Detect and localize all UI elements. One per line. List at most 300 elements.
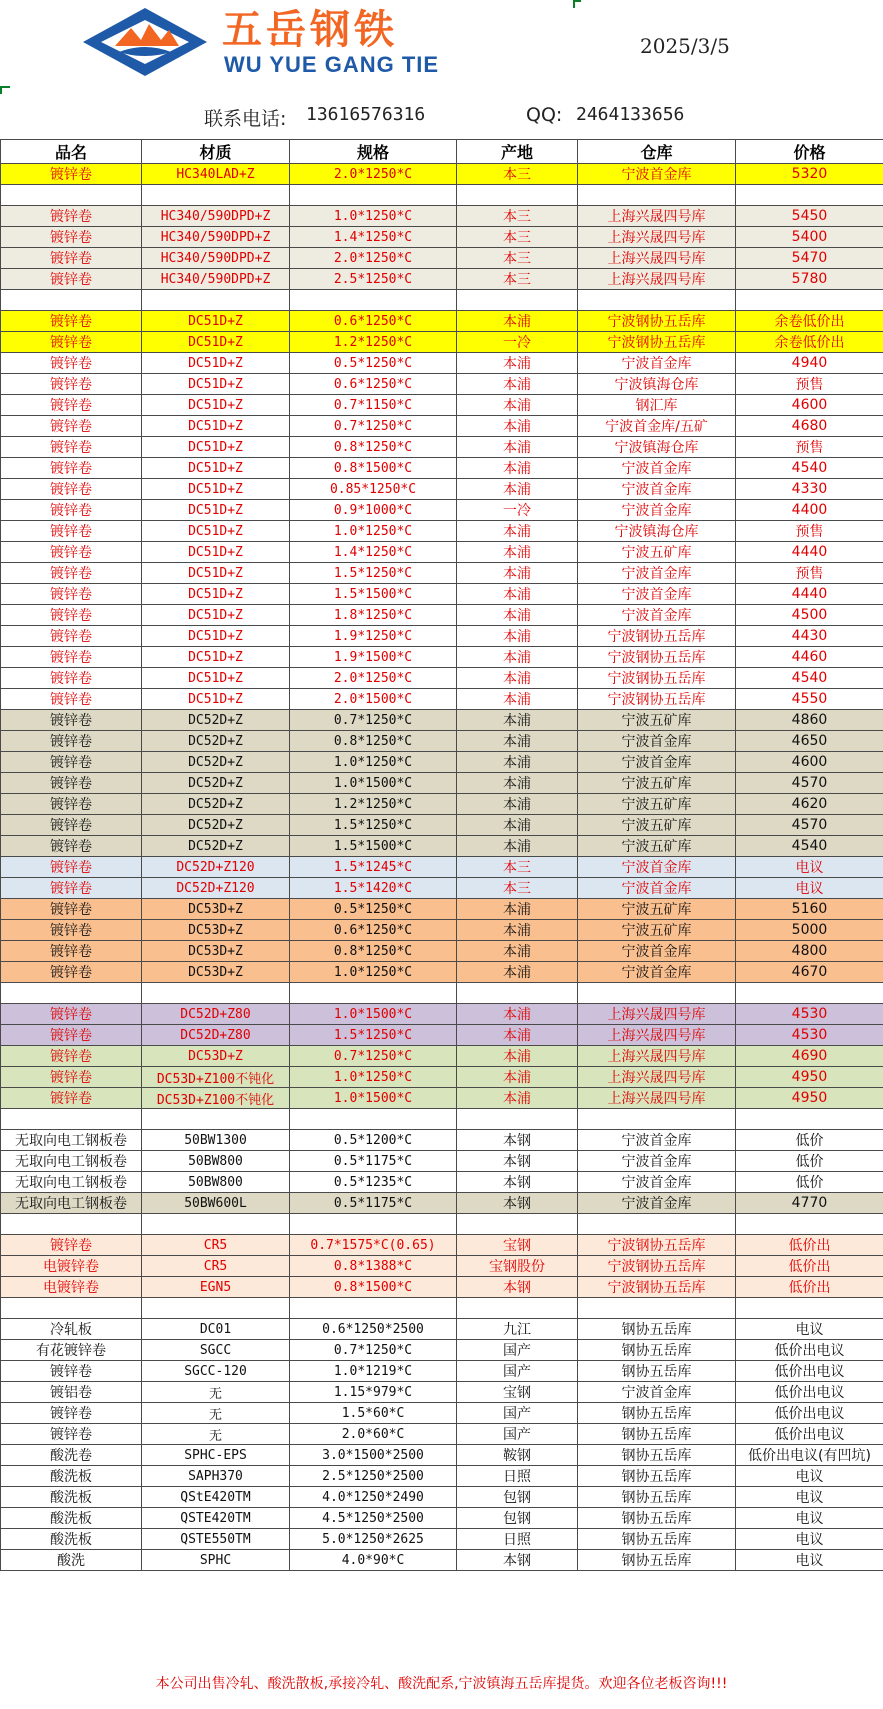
cell-material: CR5 [142,1256,290,1277]
cell-warehouse: 上海兴晟四号库 [578,227,736,248]
cell-warehouse: 上海兴晟四号库 [578,1004,736,1025]
cell-origin: 本浦 [457,563,578,584]
cell-name [1,290,142,311]
cell-price: 5320 [736,164,883,185]
cell-spec: 0.5*1200*C [290,1130,457,1151]
table-row [1,332,883,353]
cell-origin: 本浦 [457,1046,578,1067]
cell-origin [457,983,578,1004]
table-row [1,479,883,500]
cell-origin: 宝钢 [457,1382,578,1403]
cell-name: 镀锌卷 [1,1046,142,1067]
cell-warehouse: 宁波首金库 [578,1193,736,1214]
table-row [1,1424,883,1445]
cell-price: 余卷低价出 [736,311,883,332]
cell-warehouse: 宁波首金库 [578,500,736,521]
cell-name: 镀锌卷 [1,1235,142,1256]
cell-material: DC53D+Z [142,962,290,983]
cell-spec: 1.5*1250*C [290,815,457,836]
cell-origin: 本浦 [457,1025,578,1046]
cell-price: 4500 [736,605,883,626]
cell-material: DC51D+Z [142,605,290,626]
cell-origin: 本三 [457,857,578,878]
cell-price: 4440 [736,542,883,563]
cell-warehouse [578,983,736,1004]
cell-spec: 1.4*1250*C [290,542,457,563]
cell-name: 镀锌卷 [1,458,142,479]
cell-spec: 2.0*1250*C [290,668,457,689]
cell-price: 4670 [736,962,883,983]
cell-warehouse: 宁波首金库 [578,752,736,773]
cell-warehouse: 宁波首金库 [578,1151,736,1172]
cell-price: 低价出电议 [736,1382,883,1403]
cell-material: SAPH370 [142,1466,290,1487]
column-header-spec: 规格 [290,140,457,164]
cell-name: 镀锌卷 [1,206,142,227]
cell-spec: 1.5*1500*C [290,584,457,605]
cell-name: 镀锌卷 [1,626,142,647]
cell-name: 镀锌卷 [1,353,142,374]
cell-origin: 本浦 [457,584,578,605]
cell-spec: 0.6*1250*C [290,374,457,395]
cell-material: DC51D+Z [142,689,290,710]
cell-price: 4860 [736,710,883,731]
cell-warehouse: 宁波首金库 [578,584,736,605]
cell-spec: 2.0*60*C [290,1424,457,1445]
cell-corner-mark [573,0,581,8]
cell-price: 5000 [736,920,883,941]
cell-name: 镀锌卷 [1,689,142,710]
cell-origin: 包钢 [457,1508,578,1529]
cell-material: SGCC [142,1340,290,1361]
cell-price: 低价出电议 [736,1361,883,1382]
cell-warehouse: 上海兴晟四号库 [578,206,736,227]
cell-material: DC52D+Z [142,731,290,752]
table-row [1,311,883,332]
cell-material: DC53D+Z [142,1046,290,1067]
cell-spec: 0.7*1150*C [290,395,457,416]
table-row [1,1361,883,1382]
cell-name: 冷轧板 [1,1319,142,1340]
cell-spec: 1.5*60*C [290,1403,457,1424]
cell-origin: 本浦 [457,353,578,374]
cell-name: 无取向电工钢板卷 [1,1130,142,1151]
cell-material: DC52D+Z120 [142,878,290,899]
cell-spec: 1.5*1500*C [290,836,457,857]
cell-name: 镀锌卷 [1,248,142,269]
cell-price: 电议 [736,857,883,878]
cell-spec: 0.8*1250*C [290,437,457,458]
cell-origin: 包钢 [457,1487,578,1508]
table-row [1,1193,883,1214]
cell-material: QSTE550TM [142,1529,290,1550]
cell-material: DC52D+Z120 [142,857,290,878]
cell-price: 4460 [736,647,883,668]
cell-price: 5400 [736,227,883,248]
column-header-material: 材质 [142,140,290,164]
cell-origin: 本浦 [457,605,578,626]
table-row [1,752,883,773]
cell-price: 4950 [736,1067,883,1088]
column-header-name: 品名 [1,140,142,164]
cell-name: 镀锌卷 [1,962,142,983]
cell-price: 5450 [736,206,883,227]
cell-name: 镀锌卷 [1,1088,142,1109]
cell-material: DC51D+Z [142,521,290,542]
cell-name: 镀锌卷 [1,1403,142,1424]
cell-price [736,1298,883,1319]
cell-spec: 1.5*1420*C [290,878,457,899]
cell-warehouse [578,1109,736,1130]
cell-material [142,983,290,1004]
table-row [1,962,883,983]
table-row [1,1403,883,1424]
cell-origin: 鞍钢 [457,1445,578,1466]
contact-bar [0,102,883,132]
cell-spec: 2.5*1250*C [290,269,457,290]
cell-name: 镀锌卷 [1,1067,142,1088]
cell-name: 镀锌卷 [1,437,142,458]
cell-warehouse [578,1214,736,1235]
cell-warehouse: 宁波首金库 [578,962,736,983]
cell-warehouse: 宁波钢协五岳库 [578,332,736,353]
qq-label: QQ: [526,104,563,126]
cell-spec: 0.9*1000*C [290,500,457,521]
cell-origin: 本浦 [457,920,578,941]
cell-name: 镀锌卷 [1,395,142,416]
cell-price: 4330 [736,479,883,500]
cell-price: 电议 [736,1529,883,1550]
cell-material: CR5 [142,1235,290,1256]
cell-warehouse: 宁波钢协五岳库 [578,1277,736,1298]
cell-spec: 0.5*1250*C [290,353,457,374]
cell-origin: 本钢 [457,1151,578,1172]
column-header-price: 价格 [736,140,883,164]
cell-price: 4550 [736,689,883,710]
cell-origin: 一冷 [457,500,578,521]
cell-warehouse [578,185,736,206]
table-row [1,500,883,521]
cell-name: 镀锌卷 [1,521,142,542]
cell-price: 4540 [736,668,883,689]
cell-warehouse: 宁波五矿库 [578,773,736,794]
cell-spec: 4.5*1250*2500 [290,1508,457,1529]
cell-origin [457,290,578,311]
cell-price [736,290,883,311]
cell-spec: 0.6*1250*C [290,311,457,332]
table-row [1,248,883,269]
table-row [1,626,883,647]
table-row [1,647,883,668]
cell-price: 4570 [736,773,883,794]
cell-warehouse: 宁波五矿库 [578,794,736,815]
cell-origin [457,185,578,206]
cell-material: HC340/590DPD+Z [142,227,290,248]
cell-warehouse: 上海兴晟四号库 [578,1025,736,1046]
cell-name: 镀锌卷 [1,920,142,941]
table-row [1,1340,883,1361]
cell-warehouse: 宁波首金库 [578,458,736,479]
cell-spec: 0.6*1250*C [290,920,457,941]
cell-origin: 本三 [457,248,578,269]
cell-name: 镀锌卷 [1,605,142,626]
cell-origin: 本浦 [457,731,578,752]
cell-spec: 1.0*1250*C [290,206,457,227]
cell-price: 4690 [736,1046,883,1067]
table-row [1,164,883,185]
cell-spec: 1.0*1250*C [290,1067,457,1088]
cell-spec: 1.0*1500*C [290,1004,457,1025]
cell-origin: 宝钢股份 [457,1256,578,1277]
table-row [1,878,883,899]
cell-name: 镀锌卷 [1,731,142,752]
cell-warehouse: 上海兴晟四号库 [578,1067,736,1088]
phone-number: 13616576316 [306,104,426,125]
cell-spec [290,1109,457,1130]
cell-name: 镀锌卷 [1,500,142,521]
cell-spec: 2.0*1500*C [290,689,457,710]
cell-name: 有花镀锌卷 [1,1340,142,1361]
header [0,0,883,140]
cell-origin: 本浦 [457,899,578,920]
cell-origin: 本三 [457,878,578,899]
cell-price: 4620 [736,794,883,815]
cell-spec: 0.5*1175*C [290,1193,457,1214]
cell-spec: 0.6*1250*2500 [290,1319,457,1340]
cell-warehouse: 钢协五岳库 [578,1529,736,1550]
cell-name: 镀锌卷 [1,1361,142,1382]
cell-warehouse: 钢汇库 [578,395,736,416]
cell-material: DC53D+Z100不钝化 [142,1088,290,1109]
cell-name: 镀锌卷 [1,1025,142,1046]
cell-spec: 1.5*1250*C [290,563,457,584]
table-row [1,1319,883,1340]
spacer-row [1,1109,883,1130]
cell-price: 低价 [736,1172,883,1193]
table-row [1,1382,883,1403]
table-row [1,395,883,416]
cell-name: 镀锌卷 [1,752,142,773]
cell-spec: 1.4*1250*C [290,227,457,248]
cell-spec: 1.15*979*C [290,1382,457,1403]
cell-origin: 本浦 [457,689,578,710]
table-row [1,1172,883,1193]
cell-warehouse: 上海兴晟四号库 [578,248,736,269]
table-row [1,563,883,584]
cell-material [142,1109,290,1130]
cell-price: 5470 [736,248,883,269]
cell-warehouse: 宁波镇海仓库 [578,437,736,458]
cell-warehouse: 宁波首金库 [578,353,736,374]
cell-material: HC340LAD+Z [142,164,290,185]
cell-spec: 4.0*90*C [290,1550,457,1571]
cell-warehouse: 宁波首金库 [578,1130,736,1151]
cell-material: DC51D+Z [142,437,290,458]
cell-material: HC340/590DPD+Z [142,269,290,290]
cell-warehouse: 宁波钢协五岳库 [578,668,736,689]
table-row [1,731,883,752]
cell-name: 酸洗 [1,1550,142,1571]
cell-material: DC51D+Z [142,416,290,437]
table-row [1,1508,883,1529]
cell-name: 镀锌卷 [1,563,142,584]
cell-material: DC51D+Z [142,500,290,521]
cell-spec: 0.7*1250*C [290,1046,457,1067]
cell-price: 4540 [736,458,883,479]
cell-spec: 0.5*1250*C [290,899,457,920]
cell-name: 镀锌卷 [1,164,142,185]
cell-spec: 0.5*1235*C [290,1172,457,1193]
cell-name: 镀锌卷 [1,794,142,815]
column-header-warehouse: 仓库 [578,140,736,164]
cell-warehouse: 钢协五岳库 [578,1424,736,1445]
cell-spec: 1.2*1250*C [290,332,457,353]
cell-price: 4650 [736,731,883,752]
cell-price: 余卷低价出 [736,332,883,353]
cell-origin: 本浦 [457,752,578,773]
date-label: 2025/3/5 [640,34,730,58]
cell-name: 无取向电工钢板卷 [1,1151,142,1172]
cell-spec: 1.9*1500*C [290,647,457,668]
cell-material: DC52D+Z80 [142,1025,290,1046]
table-row [1,794,883,815]
cell-name: 电镀锌卷 [1,1277,142,1298]
cell-spec: 1.0*1219*C [290,1361,457,1382]
cell-material: DC01 [142,1319,290,1340]
cell-spec [290,185,457,206]
table-row [1,1550,883,1571]
cell-origin [457,1109,578,1130]
cell-material: DC51D+Z [142,584,290,605]
cell-origin: 国产 [457,1424,578,1445]
cell-spec: 5.0*1250*2625 [290,1529,457,1550]
cell-material: QSTE420TM [142,1508,290,1529]
table-row [1,1025,883,1046]
cell-spec: 0.8*1500*C [290,1277,457,1298]
cell-price [736,1109,883,1130]
cell-name [1,1214,142,1235]
cell-price: 电议 [736,1466,883,1487]
cell-price: 预售 [736,563,883,584]
cell-material: 50BW800 [142,1151,290,1172]
table-row [1,227,883,248]
table-row [1,1235,883,1256]
cell-material: SGCC-120 [142,1361,290,1382]
cell-price: 5780 [736,269,883,290]
cell-price: 低价出电议(有凹坑) [736,1445,883,1466]
cell-name: 镀锌卷 [1,710,142,731]
cell-spec: 1.0*1250*C [290,521,457,542]
cell-price: 低价出电议 [736,1340,883,1361]
cell-warehouse: 宁波首金库 [578,605,736,626]
cell-price: 电议 [736,878,883,899]
cell-spec: 0.85*1250*C [290,479,457,500]
cell-material: SPHC [142,1550,290,1571]
cell-name: 镀锌卷 [1,1424,142,1445]
cell-material [142,1298,290,1319]
cell-name: 无取向电工钢板卷 [1,1193,142,1214]
cell-spec: 1.0*1500*C [290,1088,457,1109]
cell-warehouse: 钢协五岳库 [578,1340,736,1361]
cell-warehouse: 宁波首金库/五矿 [578,416,736,437]
cell-price: 4440 [736,584,883,605]
cell-price: 4940 [736,353,883,374]
cell-origin: 本浦 [457,1067,578,1088]
cell-warehouse: 宁波镇海仓库 [578,374,736,395]
cell-spec: 0.8*1388*C [290,1256,457,1277]
cell-material: DC53D+Z100不钝化 [142,1067,290,1088]
cell-spec: 0.8*1500*C [290,458,457,479]
cell-price: 低价 [736,1130,883,1151]
cell-name: 酸洗板 [1,1466,142,1487]
cell-price: 4680 [736,416,883,437]
table-row [1,1445,883,1466]
cell-price: 4800 [736,941,883,962]
cell-price: 电议 [736,1487,883,1508]
cell-material: DC51D+Z [142,626,290,647]
cell-origin: 国产 [457,1340,578,1361]
cell-material [142,1214,290,1235]
cell-price: 5160 [736,899,883,920]
table-row [1,941,883,962]
cell-price: 低价出电议 [736,1403,883,1424]
cell-warehouse: 宁波钢协五岳库 [578,1235,736,1256]
table-row [1,1088,883,1109]
cell-spec: 1.0*1250*C [290,962,457,983]
cell-name: 镀锌卷 [1,311,142,332]
cell-warehouse: 上海兴晟四号库 [578,269,736,290]
cell-origin: 本三 [457,164,578,185]
table-row [1,1277,883,1298]
cell-price: 4950 [736,1088,883,1109]
cell-origin: 本浦 [457,1004,578,1025]
cell-price [736,185,883,206]
cell-warehouse: 宁波镇海仓库 [578,521,736,542]
cell-name: 镀锌卷 [1,227,142,248]
table-row [1,1004,883,1025]
cell-spec: 0.7*1250*C [290,1340,457,1361]
cell-warehouse: 钢协五岳库 [578,1361,736,1382]
cell-name: 镀锌卷 [1,773,142,794]
cell-spec: 1.2*1250*C [290,794,457,815]
cell-warehouse: 宁波首金库 [578,857,736,878]
cell-warehouse: 宁波五矿库 [578,899,736,920]
cell-material: EGN5 [142,1277,290,1298]
cell-origin: 本钢 [457,1193,578,1214]
cell-price: 4430 [736,626,883,647]
cell-name: 镀铝卷 [1,1382,142,1403]
cell-warehouse: 宁波首金库 [578,563,736,584]
cell-origin: 本浦 [457,815,578,836]
cell-material: DC53D+Z [142,920,290,941]
cell-material: DC51D+Z [142,458,290,479]
cell-spec: 0.5*1175*C [290,1151,457,1172]
cell-warehouse: 宁波首金库 [578,878,736,899]
cell-origin [457,1214,578,1235]
cell-warehouse [578,1298,736,1319]
cell-origin: 本浦 [457,836,578,857]
cell-price: 低价出 [736,1235,883,1256]
cell-material: 无 [142,1382,290,1403]
cell-name [1,1298,142,1319]
cell-origin: 本三 [457,206,578,227]
cell-price: 低价出 [736,1256,883,1277]
spacer-row [1,185,883,206]
table-row [1,773,883,794]
cell-warehouse: 宁波首金库 [578,479,736,500]
table-row [1,584,883,605]
cell-warehouse: 上海兴晟四号库 [578,1046,736,1067]
